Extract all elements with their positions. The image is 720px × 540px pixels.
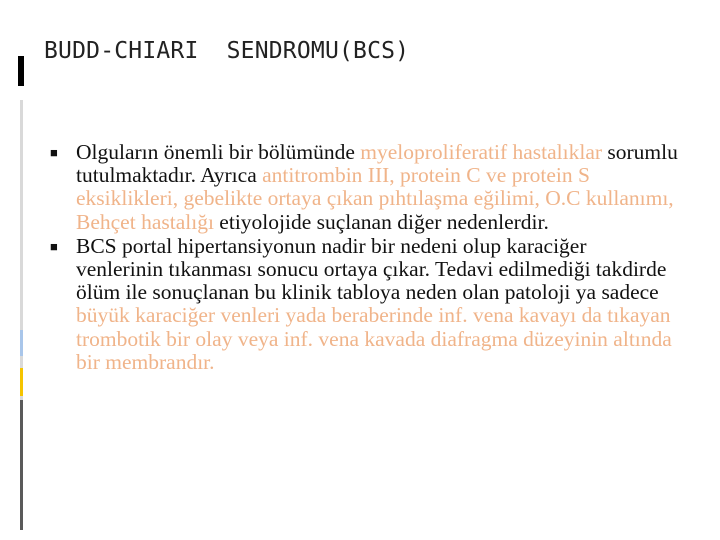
highlighted-text: myeloproliferatif hastalıklar bbox=[360, 140, 603, 164]
highlighted-text: antitrombin III, protein C ve protein S eksiklikleri, gebelikte ortaya çıkan pıhtılaşma eğilimi, O.C kullanımı, Behçet hastalığı bbox=[76, 163, 674, 234]
bullet-text: etiyolojide suçlanan diğer nedenlerdir. bbox=[213, 209, 549, 234]
highlighted-text: büyük karaciğer venleri yada beraberinde inf. vena kavayı da tıkayan trombotik bir olay veya inf. vena kavada diafragma düzeyinin altında bir membrandır. bbox=[76, 303, 672, 374]
bullet-list bbox=[48, 141, 678, 375]
accent-bar-blue bbox=[20, 330, 23, 356]
bullet-text: BCS portal hipertansiyonun nadir bir nedeni olup karaciğer venlerinin tıkanması sonucu ortaya çıkar. Tedavi edilmediği takdirde ölüm ile sonuçlanan bu klinik tabloya neden olan patoloji ya sadece bbox=[76, 233, 667, 305]
bullet-text: Olguların önemli bir bölümünde bbox=[76, 140, 361, 164]
square-bullet-icon: ■ bbox=[50, 145, 58, 160]
slide-title: BUDD-CHIARI SENDROMU(BCS) bbox=[44, 38, 410, 64]
accent-bar-yellow bbox=[20, 368, 23, 396]
accent-bar-black bbox=[18, 56, 24, 86]
bullet-item bbox=[48, 141, 678, 234]
bullet-item bbox=[48, 235, 678, 374]
bullet-text: sorumlu tutulmaktadır. Ayrıca bbox=[76, 140, 678, 188]
accent-bar-dark bbox=[20, 400, 23, 530]
square-bullet-icon: ■ bbox=[50, 238, 58, 254]
